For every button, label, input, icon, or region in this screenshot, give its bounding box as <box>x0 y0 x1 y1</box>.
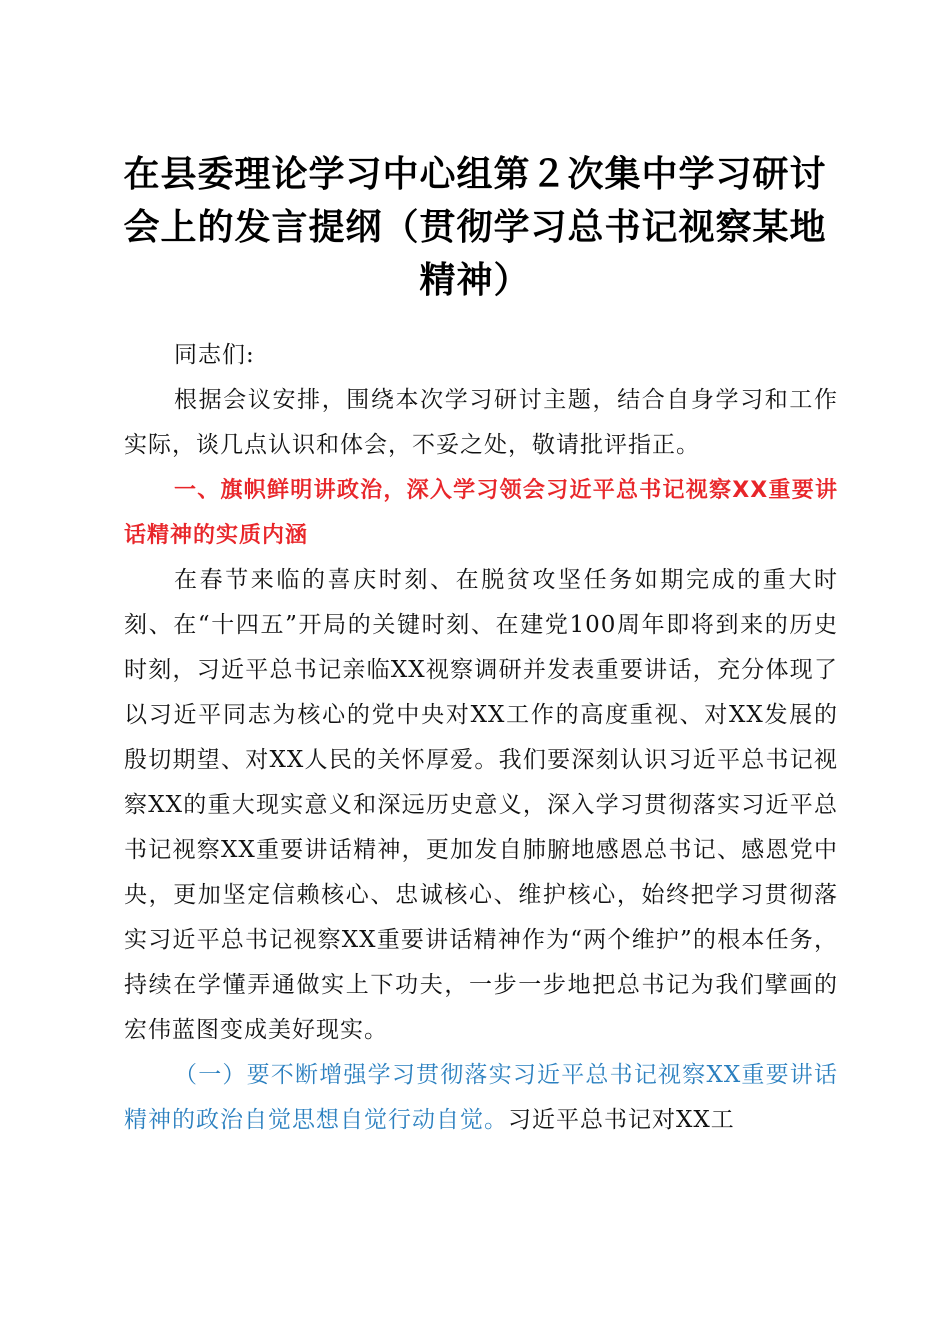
salutation: 同志们: <box>174 342 255 368</box>
subsection-1-paragraph <box>124 1053 838 1143</box>
section-1-paragraph: 在春节来临的喜庆时刻、在脱贫攻坚任务如期完成的重大时刻、在“十四五”开局的关键时刻、在建党100周年即将到来的历史时刻，习近平总书记亲临XX视察调研并发表重要讲话，充分体现了以习近平同志为核心的党中央对XX工作的高度重视、对XX发展的殷切期望、对XX人民的关怀厚爱。我们要深刻认识习近平总书记视察XX的重大现实意义和深远历史意义，深入学习贯彻落实习近平总书记视察XX重要讲话精神，更加发自肺腑地感恩总书记、感恩党中央，更加坚定信赖核心、忠诚核心、维护核心，始终把学习贯彻落实习近平总书记视察XX重要讲话精神作为“两个维护”的根本任务，持续在学懂弄通做实上下功夫，一步一步地把总书记为我们擘画的宏伟蓝图变成美好现实。 <box>124 567 838 1043</box>
subsection-1-heading: （一）要不断增强学习贯彻落实习近平总书记视察XX重要讲话精神的政治自觉思想自觉行动自觉。 <box>124 1062 838 1133</box>
document-title: 在县委理论学习中心组第２次集中学习研讨会上的发言提纲（贯彻学习总书记视察某地精神） <box>123 153 827 301</box>
section-1-heading: 一、旗帜鲜明讲政治，深入学习领会习近平总书记视察XX重要讲话精神的实质内涵 <box>124 478 838 548</box>
intro-paragraph: 根据会议安排，围绕本次学习研讨主题，结合自身学习和工作实际，谈几点认识和体会，不妥之处，敬请批评指正。 <box>124 387 838 458</box>
subsection-1-body: 习近平总书记对XX工 <box>508 1107 735 1133</box>
document-body <box>124 333 838 1143</box>
